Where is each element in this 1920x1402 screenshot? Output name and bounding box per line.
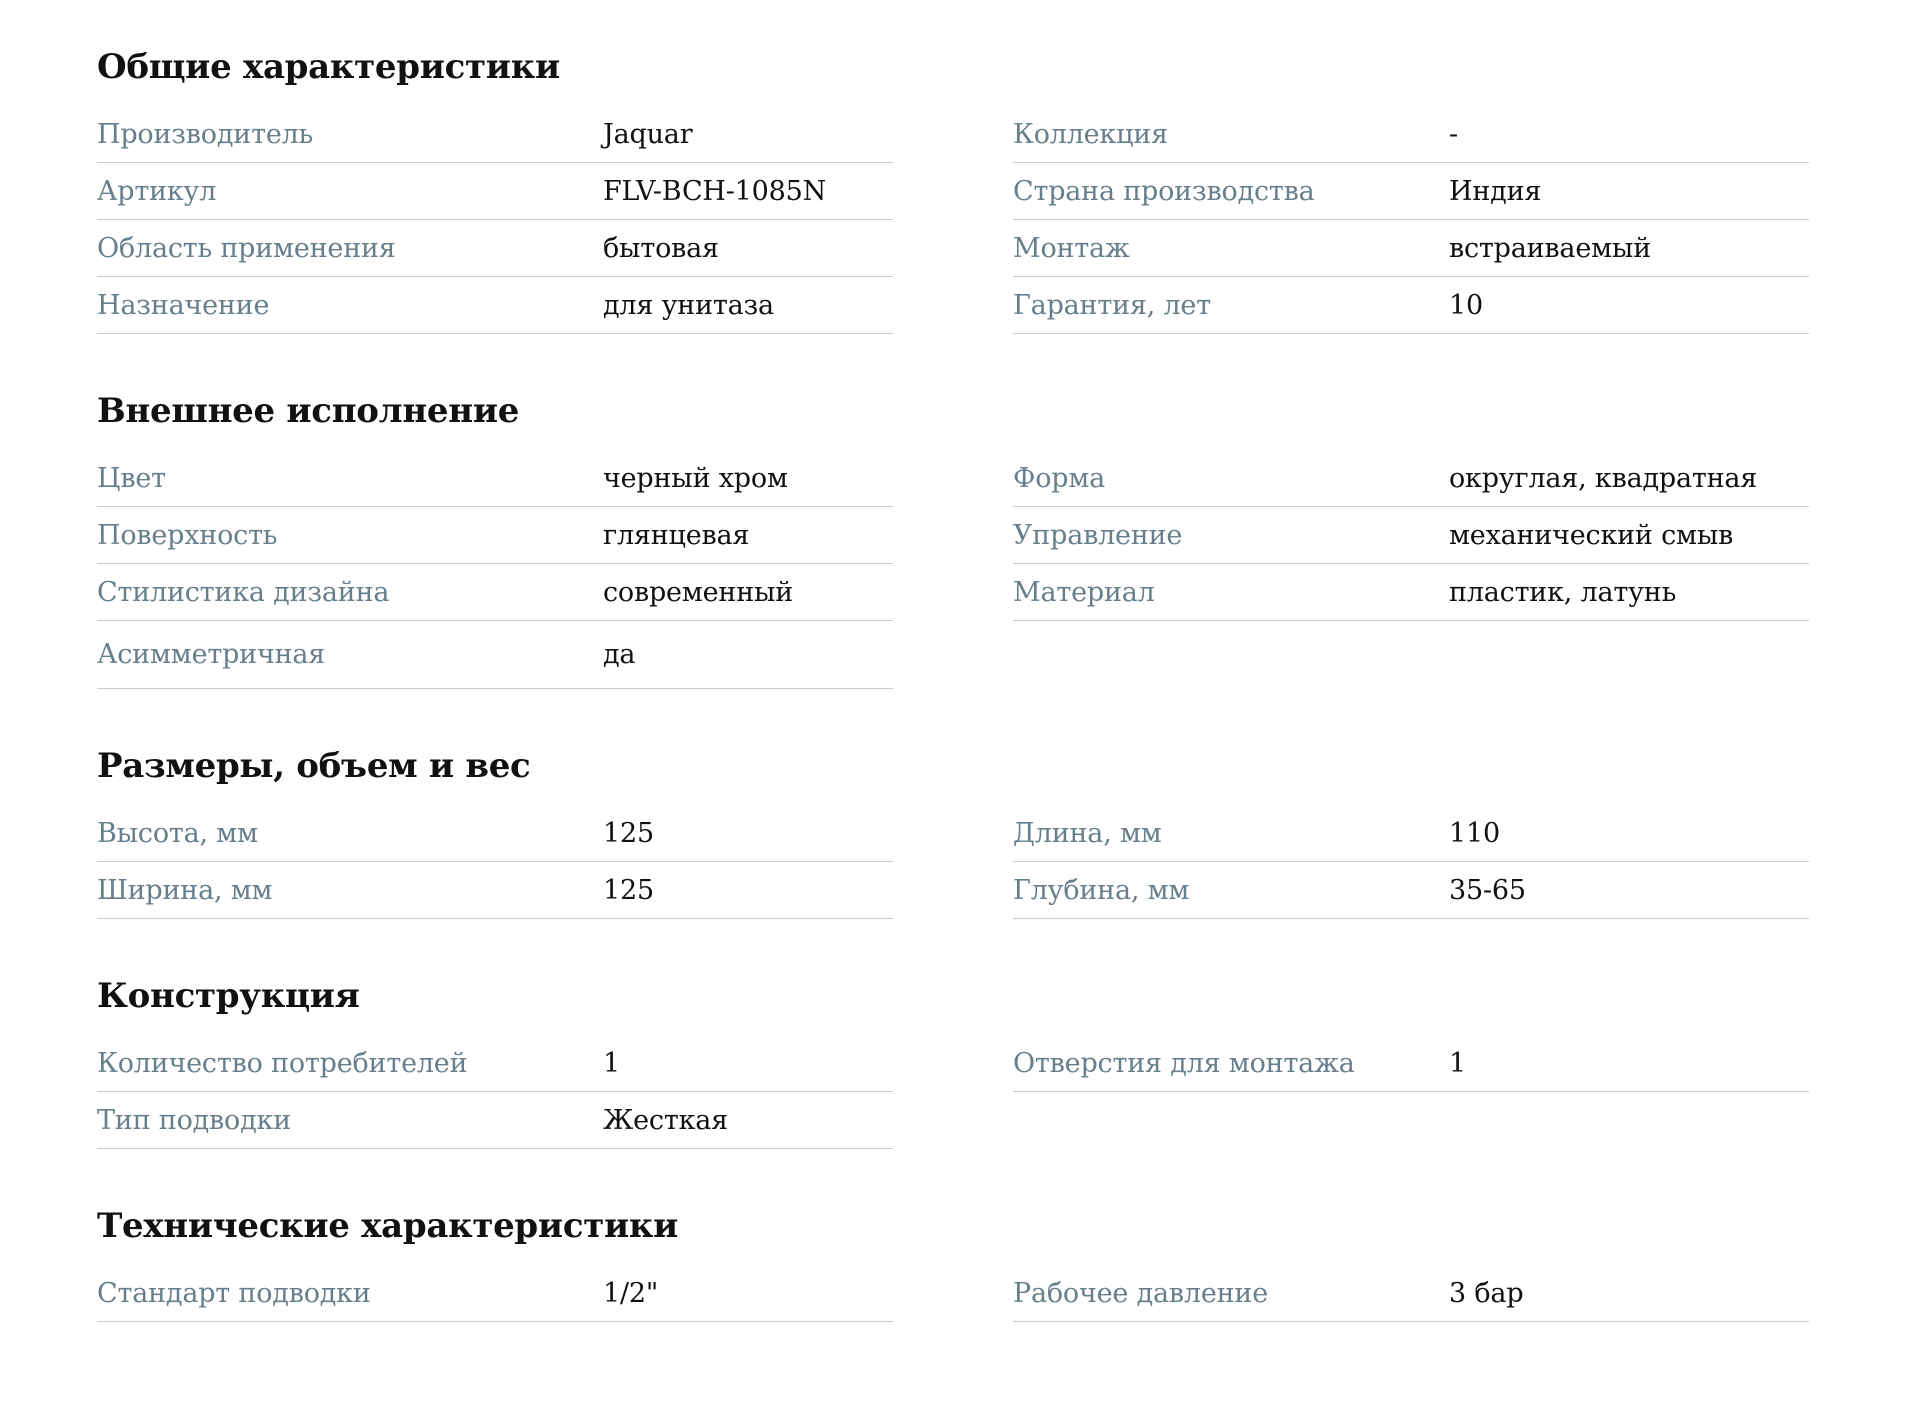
spec-value: 1 <box>1449 1047 1466 1079</box>
spec-label: Рабочее давление <box>1013 1277 1268 1309</box>
spec-row <box>97 621 893 689</box>
spec-value: Jaquar <box>603 118 693 150</box>
spec-label: Производитель <box>97 118 314 150</box>
spec-row <box>1013 277 1809 334</box>
spec-value: округлая, квадратная <box>1449 462 1758 494</box>
spec-grid <box>97 1265 1863 1322</box>
spec-grid <box>97 805 1863 919</box>
spec-value: Индия <box>1449 175 1542 207</box>
spec-label: Цвет <box>97 462 166 494</box>
spec-label: Область применения <box>97 232 396 264</box>
spec-label: Поверхность <box>97 519 278 551</box>
spec-row <box>1013 106 1809 163</box>
spec-row <box>1013 450 1809 507</box>
spec-label: Материал <box>1013 576 1155 608</box>
spec-column-right <box>1013 450 1809 621</box>
spec-row <box>97 277 893 334</box>
spec-row <box>1013 220 1809 277</box>
spec-value: встраиваемый <box>1449 232 1651 264</box>
spec-label: Гарантия, лет <box>1013 289 1211 321</box>
spec-label: Тип подводки <box>97 1104 292 1136</box>
spec-grid <box>97 106 1863 334</box>
spec-value: Жесткая <box>603 1104 728 1136</box>
spec-row <box>1013 1265 1809 1322</box>
section-title: Конструкция <box>97 976 360 1016</box>
section-construction <box>97 967 1863 1149</box>
spec-label: Стандарт подводки <box>97 1277 371 1309</box>
spec-value: да <box>603 639 636 670</box>
spec-row <box>97 1035 893 1092</box>
spec-value: FLV-BCH-1085N <box>603 175 827 207</box>
spec-row <box>1013 862 1809 919</box>
section-technical <box>97 1197 1863 1322</box>
spec-row <box>97 450 893 507</box>
spec-label: Артикул <box>97 175 217 207</box>
spec-label: Страна производства <box>1013 175 1315 207</box>
spec-label: Управление <box>1013 519 1183 551</box>
spec-column-left <box>97 805 893 919</box>
spec-label: Форма <box>1013 462 1106 494</box>
spec-row <box>1013 163 1809 220</box>
section-dimensions <box>97 737 1863 919</box>
spec-label: Стилистика дизайна <box>97 576 390 608</box>
section-general <box>97 38 1863 334</box>
spec-row <box>97 507 893 564</box>
spec-label: Глубина, мм <box>1013 874 1190 906</box>
spec-column-right <box>1013 106 1809 334</box>
specifications-page <box>97 38 1863 1370</box>
spec-label: Высота, мм <box>97 817 258 849</box>
spec-column-right <box>1013 805 1809 919</box>
spec-label: Количество потребителей <box>97 1047 468 1079</box>
spec-label: Длина, мм <box>1013 817 1162 849</box>
spec-value: 110 <box>1449 817 1500 849</box>
spec-value: бытовая <box>603 232 719 264</box>
spec-value: 1 <box>603 1047 620 1079</box>
spec-row <box>97 805 893 862</box>
spec-label: Назначение <box>97 289 270 321</box>
spec-column-left <box>97 106 893 334</box>
spec-value: для унитаза <box>603 289 774 321</box>
spec-row <box>1013 564 1809 621</box>
spec-row <box>97 220 893 277</box>
spec-value: пластик, латунь <box>1449 576 1677 608</box>
spec-column-right <box>1013 1265 1809 1322</box>
spec-row <box>97 1092 893 1149</box>
spec-value: современный <box>603 576 794 608</box>
spec-value: - <box>1449 118 1458 150</box>
spec-row <box>97 163 893 220</box>
spec-label: Отверстия для монтажа <box>1013 1047 1355 1079</box>
spec-grid <box>97 1035 1863 1149</box>
spec-value: 1/2" <box>603 1277 659 1309</box>
spec-row <box>97 564 893 621</box>
spec-label: Монтаж <box>1013 232 1130 264</box>
spec-column-left <box>97 1035 893 1149</box>
spec-row <box>1013 805 1809 862</box>
spec-label: Ширина, мм <box>97 874 273 906</box>
section-title: Общие характеристики <box>97 47 560 87</box>
section-appearance <box>97 382 1863 689</box>
section-title: Внешнее исполнение <box>97 391 520 431</box>
spec-value: черный хром <box>603 462 788 494</box>
section-title: Размеры, объем и вес <box>97 746 531 786</box>
spec-column-right <box>1013 1035 1809 1092</box>
spec-column-left <box>97 450 893 689</box>
spec-row <box>97 106 893 163</box>
spec-label: Асимметричная <box>97 639 326 670</box>
spec-value: 125 <box>603 874 654 906</box>
spec-value: 3 бар <box>1449 1277 1524 1309</box>
spec-label: Коллекция <box>1013 118 1168 150</box>
spec-value: глянцевая <box>603 519 750 551</box>
spec-value: 35-65 <box>1449 874 1526 906</box>
section-title: Технические характеристики <box>97 1206 679 1246</box>
spec-row <box>97 862 893 919</box>
spec-row <box>97 1265 893 1322</box>
spec-column-left <box>97 1265 893 1322</box>
spec-value: 125 <box>603 817 654 849</box>
spec-row <box>1013 507 1809 564</box>
spec-value: 10 <box>1449 289 1483 321</box>
spec-grid <box>97 450 1863 689</box>
spec-row <box>1013 1035 1809 1092</box>
spec-value: механический смыв <box>1449 519 1734 551</box>
